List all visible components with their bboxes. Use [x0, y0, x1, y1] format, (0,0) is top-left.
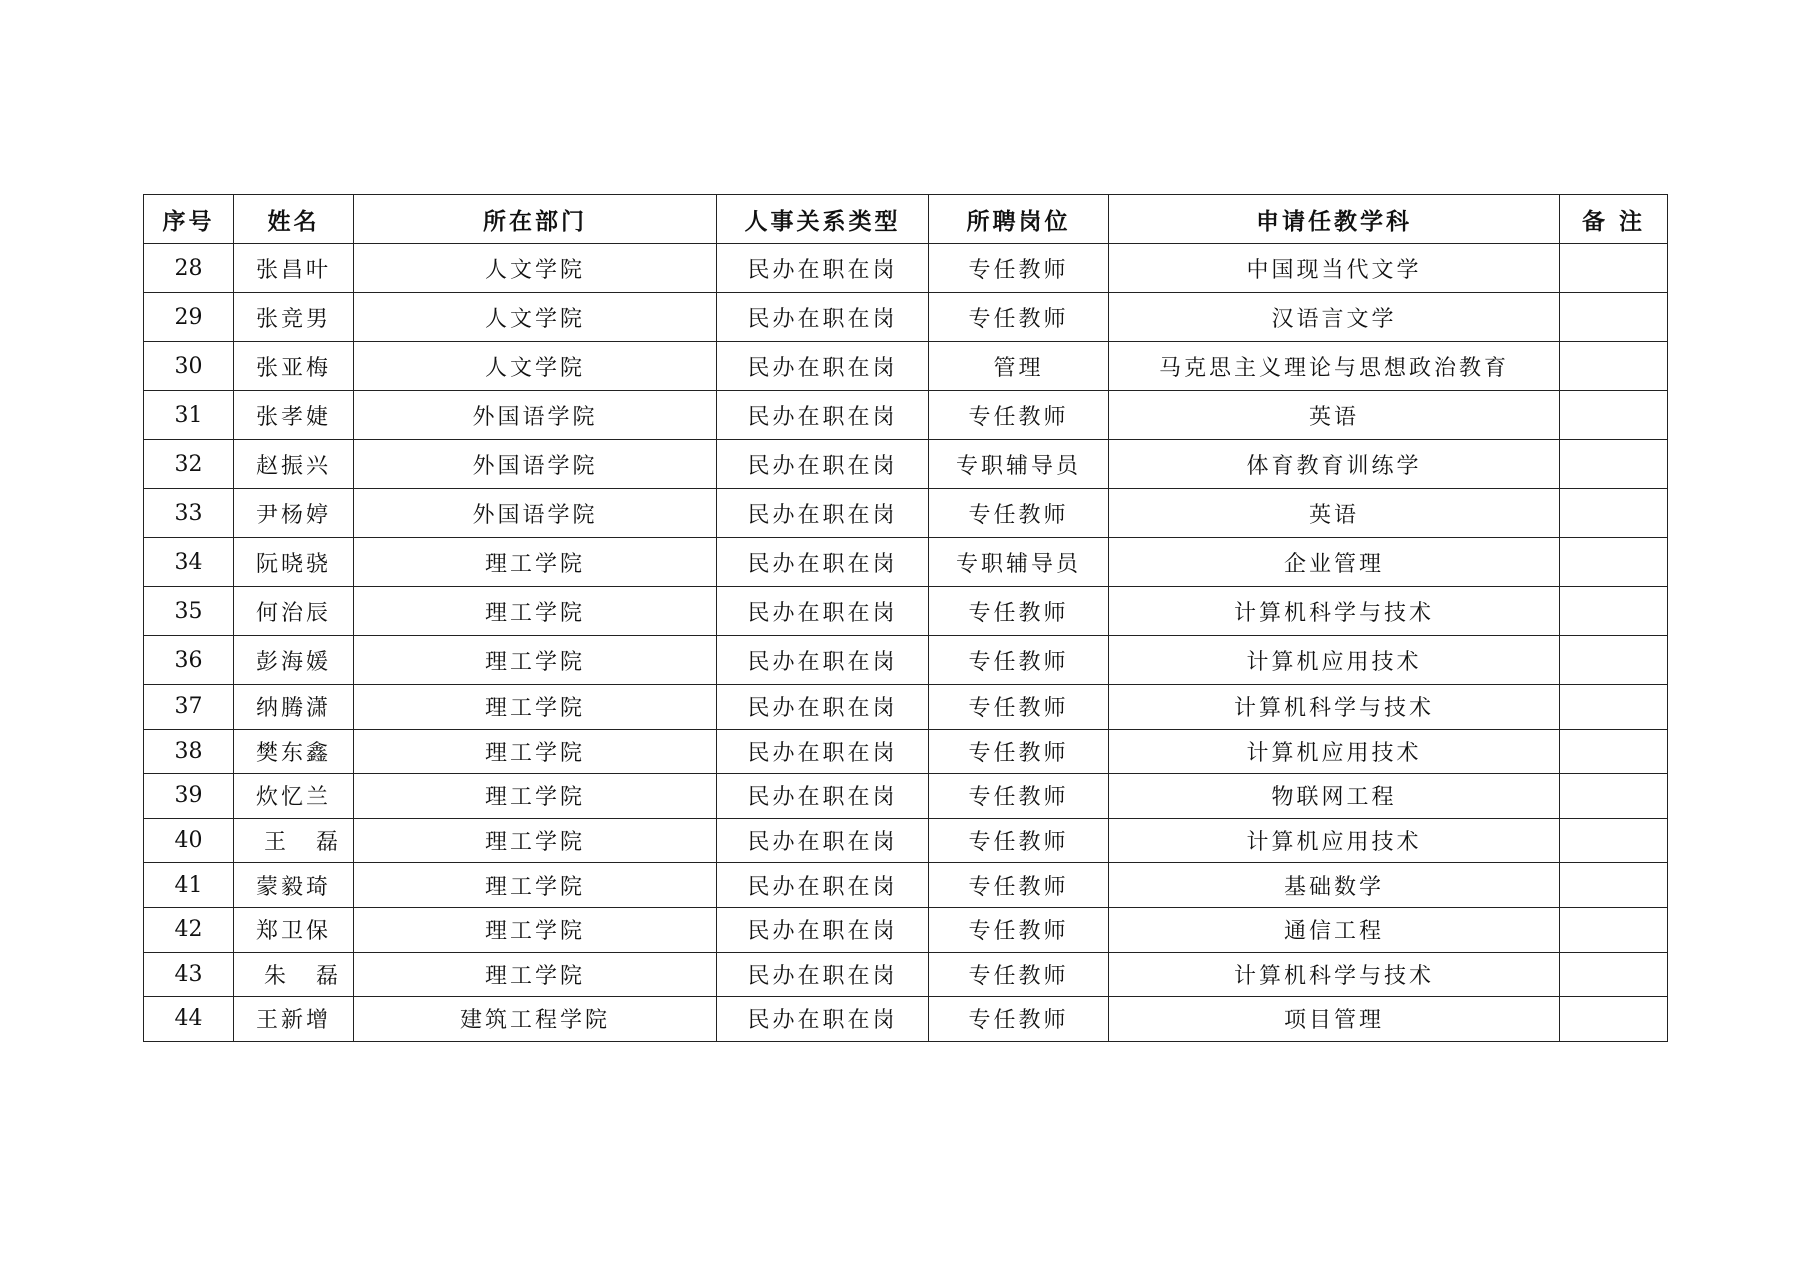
- cell-personnel-type: 民办在职在岗: [717, 440, 929, 489]
- cell-position: 专任教师: [929, 489, 1109, 538]
- cell-name: 何治辰: [234, 587, 354, 636]
- cell-department: 人文学院: [354, 342, 717, 391]
- cell-name: 炊忆兰: [234, 774, 354, 819]
- cell-position: 专任教师: [929, 685, 1109, 730]
- cell-subject: 通信工程: [1109, 907, 1560, 952]
- cell-department: 外国语学院: [354, 391, 717, 440]
- cell-personnel-type: 民办在职在岗: [717, 293, 929, 342]
- cell-name: 王新增: [234, 997, 354, 1042]
- table-row: [144, 440, 1668, 489]
- cell-name: 彭海媛: [234, 636, 354, 685]
- cell-personnel-type: 民办在职在岗: [717, 685, 929, 730]
- cell-serial-number: 38: [144, 729, 234, 774]
- cell-serial-number: 30: [144, 342, 234, 391]
- cell-serial-number: 35: [144, 587, 234, 636]
- cell-subject: 计算机应用技术: [1109, 729, 1560, 774]
- cell-position: 专任教师: [929, 774, 1109, 819]
- cell-position: 专任教师: [929, 636, 1109, 685]
- cell-name: 尹杨婷: [234, 489, 354, 538]
- cell-personnel-type: 民办在职在岗: [717, 907, 929, 952]
- cell-name: 朱磊: [234, 952, 354, 997]
- cell-position: 专职辅导员: [929, 538, 1109, 587]
- header-department: 所在部门: [354, 195, 717, 244]
- table-row: [144, 538, 1668, 587]
- cell-subject: 企业管理: [1109, 538, 1560, 587]
- table-row: [144, 342, 1668, 391]
- cell-name: 樊东鑫: [234, 729, 354, 774]
- cell-position: 专任教师: [929, 244, 1109, 293]
- cell-name: 纳腾潇: [234, 685, 354, 730]
- cell-subject: 计算机应用技术: [1109, 818, 1560, 863]
- cell-remarks: [1560, 729, 1668, 774]
- cell-name: 赵振兴: [234, 440, 354, 489]
- cell-remarks: [1560, 489, 1668, 538]
- cell-name: 蒙毅琦: [234, 863, 354, 908]
- cell-personnel-type: 民办在职在岗: [717, 952, 929, 997]
- cell-personnel-type: 民办在职在岗: [717, 342, 929, 391]
- table-row: [144, 952, 1668, 997]
- cell-remarks: [1560, 244, 1668, 293]
- cell-serial-number: 41: [144, 863, 234, 908]
- header-remarks: 备 注: [1560, 195, 1668, 244]
- cell-personnel-type: 民办在职在岗: [717, 863, 929, 908]
- cell-name: 郑卫保: [234, 907, 354, 952]
- cell-serial-number: 34: [144, 538, 234, 587]
- cell-serial-number: 33: [144, 489, 234, 538]
- cell-name: 王磊: [234, 818, 354, 863]
- cell-subject: 计算机应用技术: [1109, 636, 1560, 685]
- cell-remarks: [1560, 818, 1668, 863]
- cell-department: 外国语学院: [354, 440, 717, 489]
- cell-subject: 马克思主义理论与思想政治教育: [1109, 342, 1560, 391]
- cell-subject: 中国现当代文学: [1109, 244, 1560, 293]
- table-row: [144, 997, 1668, 1042]
- cell-remarks: [1560, 636, 1668, 685]
- cell-subject: 基础数学: [1109, 863, 1560, 908]
- cell-name: 张亚梅: [234, 342, 354, 391]
- cell-name: 张竞男: [234, 293, 354, 342]
- cell-position: 专任教师: [929, 863, 1109, 908]
- header-personnel-type: 人事关系类型: [717, 195, 929, 244]
- cell-position: 专任教师: [929, 293, 1109, 342]
- table-row: [144, 774, 1668, 819]
- cell-serial-number: 37: [144, 685, 234, 730]
- table-body: [144, 244, 1668, 1042]
- cell-position: 专任教师: [929, 997, 1109, 1042]
- table-row: [144, 818, 1668, 863]
- table-row: [144, 685, 1668, 730]
- cell-subject: 英语: [1109, 391, 1560, 440]
- cell-position: 专任教师: [929, 391, 1109, 440]
- cell-position: 管理: [929, 342, 1109, 391]
- cell-remarks: [1560, 907, 1668, 952]
- cell-subject: 计算机科学与技术: [1109, 685, 1560, 730]
- cell-department: 理工学院: [354, 863, 717, 908]
- cell-serial-number: 42: [144, 907, 234, 952]
- cell-department: 人文学院: [354, 293, 717, 342]
- cell-remarks: [1560, 538, 1668, 587]
- cell-serial-number: 29: [144, 293, 234, 342]
- cell-serial-number: 40: [144, 818, 234, 863]
- cell-department: 理工学院: [354, 587, 717, 636]
- table-row: [144, 907, 1668, 952]
- cell-serial-number: 36: [144, 636, 234, 685]
- cell-serial-number: 44: [144, 997, 234, 1042]
- cell-position: 专职辅导员: [929, 440, 1109, 489]
- cell-department: 建筑工程学院: [354, 997, 717, 1042]
- table-row: [144, 636, 1668, 685]
- table-row: [144, 729, 1668, 774]
- cell-position: 专任教师: [929, 952, 1109, 997]
- staff-table: [143, 194, 1668, 1042]
- cell-serial-number: 32: [144, 440, 234, 489]
- table-row: [144, 293, 1668, 342]
- cell-remarks: [1560, 342, 1668, 391]
- cell-remarks: [1560, 587, 1668, 636]
- table-row: [144, 391, 1668, 440]
- cell-department: 外国语学院: [354, 489, 717, 538]
- cell-personnel-type: 民办在职在岗: [717, 774, 929, 819]
- cell-name: 张孝婕: [234, 391, 354, 440]
- table-row: [144, 587, 1668, 636]
- table-row: [144, 489, 1668, 538]
- cell-subject: 项目管理: [1109, 997, 1560, 1042]
- cell-serial-number: 43: [144, 952, 234, 997]
- cell-department: 理工学院: [354, 729, 717, 774]
- header-name: 姓名: [234, 195, 354, 244]
- header-subject: 申请任教学科: [1109, 195, 1560, 244]
- cell-name: 张昌叶: [234, 244, 354, 293]
- staff-table-page: [143, 194, 1668, 1042]
- cell-personnel-type: 民办在职在岗: [717, 587, 929, 636]
- cell-remarks: [1560, 863, 1668, 908]
- cell-department: 理工学院: [354, 952, 717, 997]
- table-row: [144, 863, 1668, 908]
- cell-subject: 汉语言文学: [1109, 293, 1560, 342]
- cell-personnel-type: 民办在职在岗: [717, 244, 929, 293]
- cell-personnel-type: 民办在职在岗: [717, 391, 929, 440]
- cell-position: 专任教师: [929, 587, 1109, 636]
- cell-subject: 计算机科学与技术: [1109, 952, 1560, 997]
- cell-department: 理工学院: [354, 538, 717, 587]
- cell-serial-number: 39: [144, 774, 234, 819]
- cell-department: 理工学院: [354, 818, 717, 863]
- cell-name: 阮晓骁: [234, 538, 354, 587]
- cell-personnel-type: 民办在职在岗: [717, 997, 929, 1042]
- header-serial-number: 序号: [144, 195, 234, 244]
- cell-remarks: [1560, 774, 1668, 819]
- cell-position: 专任教师: [929, 729, 1109, 774]
- cell-subject: 计算机科学与技术: [1109, 587, 1560, 636]
- cell-remarks: [1560, 997, 1668, 1042]
- cell-remarks: [1560, 391, 1668, 440]
- cell-department: 理工学院: [354, 907, 717, 952]
- cell-serial-number: 31: [144, 391, 234, 440]
- cell-personnel-type: 民办在职在岗: [717, 729, 929, 774]
- table-header-row: [144, 195, 1668, 244]
- cell-personnel-type: 民办在职在岗: [717, 489, 929, 538]
- cell-subject: 物联网工程: [1109, 774, 1560, 819]
- table-row: [144, 244, 1668, 293]
- cell-remarks: [1560, 685, 1668, 730]
- cell-serial-number: 28: [144, 244, 234, 293]
- cell-personnel-type: 民办在职在岗: [717, 538, 929, 587]
- cell-remarks: [1560, 293, 1668, 342]
- cell-subject: 体育教育训练学: [1109, 440, 1560, 489]
- cell-remarks: [1560, 952, 1668, 997]
- cell-subject: 英语: [1109, 489, 1560, 538]
- cell-position: 专任教师: [929, 818, 1109, 863]
- cell-remarks: [1560, 440, 1668, 489]
- cell-position: 专任教师: [929, 907, 1109, 952]
- cell-personnel-type: 民办在职在岗: [717, 818, 929, 863]
- header-position: 所聘岗位: [929, 195, 1109, 244]
- cell-department: 人文学院: [354, 244, 717, 293]
- cell-department: 理工学院: [354, 685, 717, 730]
- cell-department: 理工学院: [354, 774, 717, 819]
- cell-department: 理工学院: [354, 636, 717, 685]
- cell-personnel-type: 民办在职在岗: [717, 636, 929, 685]
